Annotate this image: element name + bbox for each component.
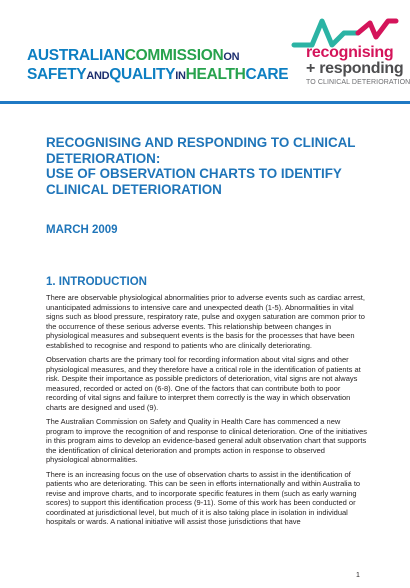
title-line: RECOGNISING AND RESPONDING TO CLINICAL: [46, 135, 356, 150]
title-line: DETERIORATION:: [46, 150, 161, 166]
paragraph: The Australian Commission on Safety and Quality in Health Care has commenced a new program to improve the recognition of and response to clinical deterioration. One of the initiatives in this program aims to develop an evidence-based general adult observation chart that supports the identification of clinical deterioration and prompts action in response to observed physiological abnormalities.: [46, 417, 368, 464]
rr-logo-line2: + responding: [306, 60, 404, 77]
acsqhc-logo-line2: SAFETYANDQUALITYINHEALTHCARE: [27, 66, 289, 83]
recognising-responding-logo: [284, 15, 410, 95]
acsqhc-logo-line1: AUSTRALIANCOMMISSIONON: [27, 47, 240, 64]
rr-logo-line1: recognising: [306, 44, 394, 61]
paragraph: There are observable physiological abnormalities prior to adverse events such as cardiac arrest, unanticipated admissions to intensive care and unexpected death (1-5). Abnormalities in vital signs such as blood pressure, respiratory rate, pulse and oxygen saturation are common prior to the occurrence of these serious adverse events. This relationship between changes in physiological measures and subsequent events is the basis for the processes that have been established to recognise and respond to patients who are clinically deteriorating.: [46, 293, 365, 350]
document-date: MARCH 2009: [46, 224, 118, 236]
title-line: USE OF OBSERVATION CHARTS TO IDENTIFY: [46, 166, 342, 181]
title-line: CLINICAL DETERIORATION: [46, 181, 222, 197]
section-heading-introduction: 1. INTRODUCTION: [46, 276, 147, 288]
body-text: [46, 293, 369, 532]
paragraph: There is an increasing focus on the use of observation charts to assist in the identification of patients who are deteriorating. This can be seen in efforts internationally and within Australia to revise and improve charts, and to incorporate specific features in them (such as early warning scores) to support this identification process (9-11). Some of this work has been conducted or coordinated at jurisdictional level, but much of it is also taking place in isolation in individual hospitals or wards. A national initiative will assist those jurisdictions that have: [46, 469, 361, 526]
paragraph: Observation charts are the primary tool for recording information about vital signs and other physiological measures, and they therefore have a critical role in the identification of patients at risk. Despite their importance as possible predictors of deterioration, vital signs are not always measured, recorded or acted on (6-8). One of the factors that can contribute both to poor recording of vital signs and failure to interpret them correctly is the way in which observation charts are designed and used (9).: [46, 355, 361, 412]
rr-logo-line3: TO CLINICAL DETERIORATION: [306, 79, 410, 86]
header-rule: [0, 101, 410, 104]
document-title: [46, 135, 386, 197]
acsqhc-logo: [27, 47, 289, 85]
page-number: 1: [356, 572, 360, 579]
